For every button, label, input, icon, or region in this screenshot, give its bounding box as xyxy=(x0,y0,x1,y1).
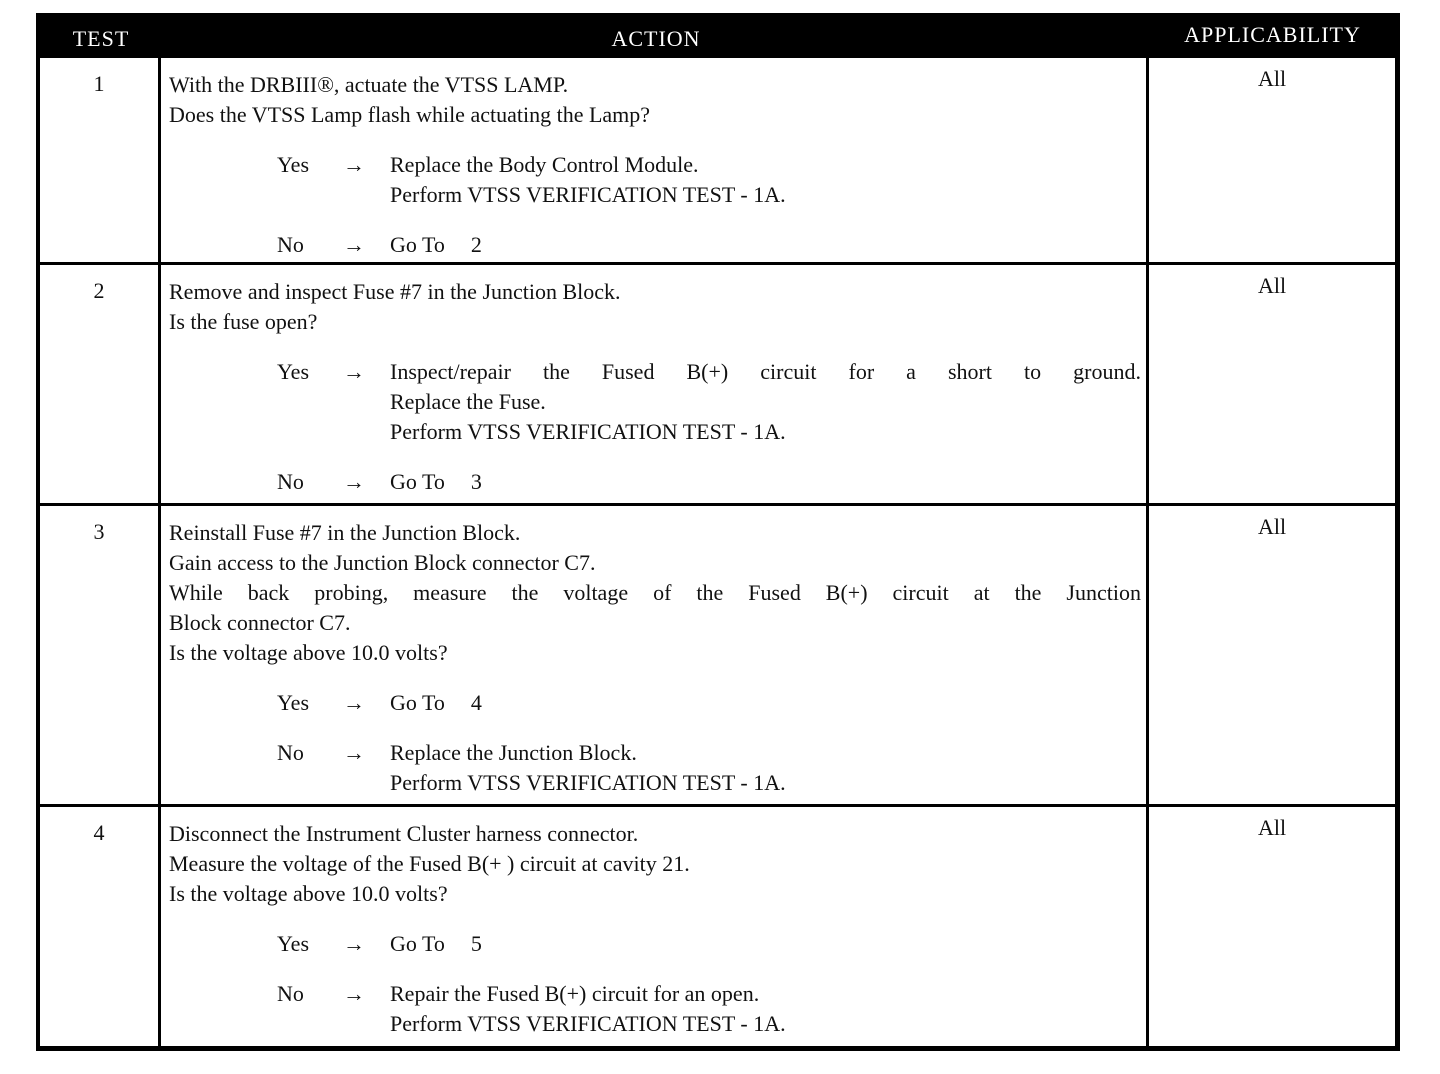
goto-number: 2 xyxy=(470,232,482,257)
no-step: Replace the Junction Block. xyxy=(390,740,637,765)
yes-label: Yes xyxy=(277,931,310,956)
header-applicability: APPLICABILITY xyxy=(1184,22,1361,47)
arrow-icon: → xyxy=(343,232,365,257)
table-row xyxy=(40,265,1395,503)
question-line: Remove and inspect Fuse #7 in the Junction Block. xyxy=(169,279,621,304)
no-branch xyxy=(169,230,1141,260)
yes-step: Replace the Fuse. xyxy=(390,389,546,414)
question-line: Reinstall Fuse #7 in the Junction Block. xyxy=(169,520,521,545)
question-line: Is the voltage above 10.0 volts? xyxy=(169,640,448,665)
question-line: Disconnect the Instrument Cluster harness connector. xyxy=(169,821,639,846)
no-step: Perform VTSS VERIFICATION TEST - 1A. xyxy=(390,1011,786,1036)
goto-number: 5 xyxy=(470,931,482,956)
applicability-value: All xyxy=(1257,273,1287,298)
table-row xyxy=(40,506,1395,804)
table-header xyxy=(40,17,1395,58)
no-label: No xyxy=(277,981,304,1006)
test-number: 1 xyxy=(93,71,105,96)
no-branch xyxy=(169,738,1141,798)
question-line: Measure the voltage of the Fused B(+ ) circuit at cavity 21. xyxy=(169,851,690,876)
no-step: Perform VTSS VERIFICATION TEST - 1A. xyxy=(390,770,786,795)
yes-step: Inspect/repair the Fused B(+) circuit for a short to ground. xyxy=(390,359,1141,384)
yes-step: Replace the Body Control Module. xyxy=(390,152,699,177)
yes-step: Perform VTSS VERIFICATION TEST - 1A. xyxy=(390,182,786,207)
arrow-icon: → xyxy=(343,740,365,765)
no-branch xyxy=(169,467,1141,497)
applicability-value: All xyxy=(1257,815,1287,840)
arrow-icon: → xyxy=(343,152,365,177)
no-step: Repair the Fused B(+) circuit for an open. xyxy=(390,981,760,1006)
yes-step: Perform VTSS VERIFICATION TEST - 1A. xyxy=(390,419,786,444)
goto-text: Go To xyxy=(390,931,445,956)
action-cell xyxy=(169,518,1141,798)
question-line: With the DRBIII®, actuate the VTSS LAMP. xyxy=(169,72,569,97)
header-test: TEST xyxy=(72,26,130,51)
goto-number: 4 xyxy=(470,690,482,715)
test-number: 2 xyxy=(93,278,105,303)
table-row xyxy=(40,807,1395,1046)
applicability-value: All xyxy=(1257,514,1287,539)
no-label: No xyxy=(277,469,304,494)
no-label: No xyxy=(277,232,304,257)
action-cell xyxy=(169,70,1141,260)
goto-text: Go To xyxy=(390,232,445,257)
question-line: Does the VTSS Lamp flash while actuating the Lamp? xyxy=(169,102,651,127)
yes-label: Yes xyxy=(277,152,310,177)
table-row xyxy=(40,58,1395,262)
question-line: Is the fuse open? xyxy=(169,309,318,334)
arrow-icon: → xyxy=(343,359,365,384)
test-number: 3 xyxy=(93,519,105,544)
yes-branch xyxy=(169,150,1141,210)
arrow-icon: → xyxy=(343,469,365,494)
yes-branch xyxy=(169,688,1141,718)
yes-branch xyxy=(169,357,1141,447)
arrow-icon: → xyxy=(343,690,365,715)
no-branch xyxy=(169,979,1141,1039)
yes-label: Yes xyxy=(277,359,310,384)
diagnostic-test-table xyxy=(36,13,1400,1051)
applicability-value: All xyxy=(1257,66,1287,91)
question-line: Block connector C7. xyxy=(169,610,351,635)
header-action: ACTION xyxy=(611,26,701,51)
question-line: Is the voltage above 10.0 volts? xyxy=(169,881,448,906)
action-cell xyxy=(169,819,1141,1039)
test-number: 4 xyxy=(93,820,105,845)
yes-label: Yes xyxy=(277,690,310,715)
action-cell xyxy=(169,277,1141,497)
question-line: Gain access to the Junction Block connector C7. xyxy=(169,550,596,575)
goto-text: Go To xyxy=(390,469,445,494)
yes-branch xyxy=(169,929,1141,959)
arrow-icon: → xyxy=(343,931,365,956)
question-line: While back probing, measure the voltage of the Fused B(+) circuit at the Junction xyxy=(169,580,1141,605)
goto-text: Go To xyxy=(390,690,445,715)
no-label: No xyxy=(277,740,304,765)
arrow-icon: → xyxy=(343,981,365,1006)
goto-number: 3 xyxy=(470,469,482,494)
